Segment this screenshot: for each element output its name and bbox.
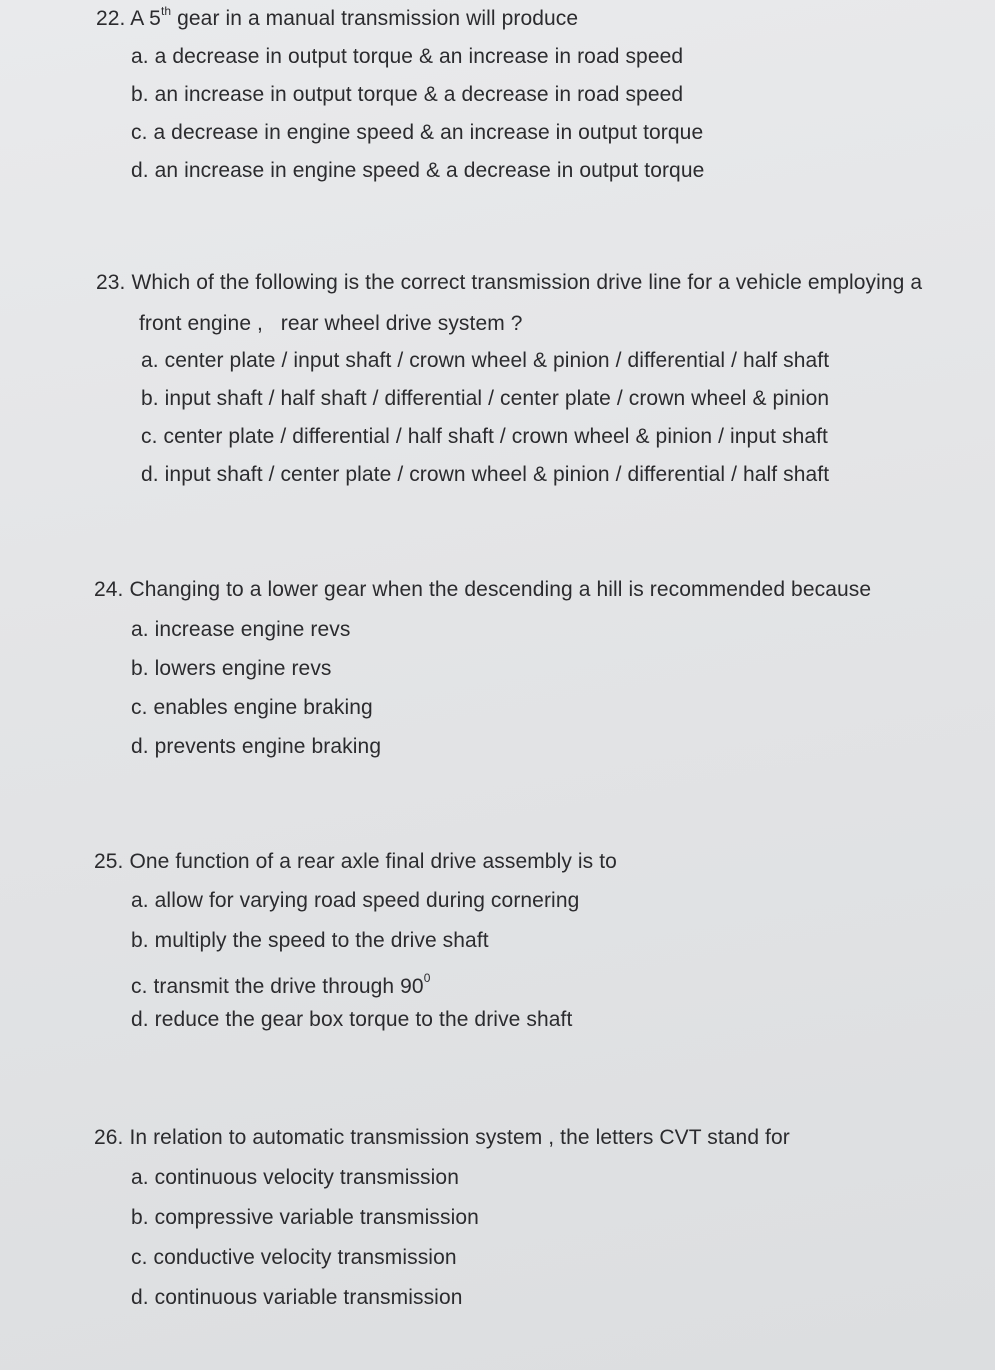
question-26-option-d: d. continuous variable transmission xyxy=(131,1286,463,1309)
option-text: c. transmit the drive through 90 xyxy=(131,975,424,998)
stem-text: Changing to a lower gear when the descending a hill is recommended because xyxy=(129,578,872,601)
stem-text: A 5 xyxy=(130,7,161,30)
question-26-option-a: a. continuous velocity transmission xyxy=(131,1166,459,1189)
question-22-stem xyxy=(96,6,578,32)
question-22-option-d: d. an increase in engine speed & a decrease in output torque xyxy=(131,159,705,182)
question-23-option-a: a. center plate / input shaft / crown wheel & pinion / differential / half shaft xyxy=(141,349,830,372)
question-26-stem xyxy=(94,1125,790,1151)
question-24-option-c: c. enables engine braking xyxy=(131,696,373,719)
question-25-stem xyxy=(94,849,617,875)
question-23-stem xyxy=(96,270,922,296)
stem-text-line-1: Which of the following is the correct transmission drive line for a vehicle employing a xyxy=(131,271,923,294)
question-25-option-d: d. reduce the gear box torque to the drive shaft xyxy=(131,1008,573,1031)
question-25-option-a: a. allow for varying road speed during cornering xyxy=(131,889,580,912)
question-24-stem xyxy=(94,577,871,603)
question-25-option-b: b. multiply the speed to the drive shaft xyxy=(131,929,489,952)
ordinal-superscript: th xyxy=(160,4,172,18)
stem-text: In relation to automatic transmission system , the letters CVT stand for xyxy=(129,1126,790,1149)
question-23-option-c: c. center plate / differential / half shaft / crown wheel & pinion / input shaft xyxy=(141,425,828,448)
degree-superscript: 0 xyxy=(423,971,431,985)
question-26-option-b: b. compressive variable transmission xyxy=(131,1206,479,1229)
question-number: 26. xyxy=(94,1126,124,1149)
question-22-option-a: a. a decrease in output torque & an increase in road speed xyxy=(131,45,684,68)
question-26-option-c: c. conductive velocity transmission xyxy=(131,1246,457,1269)
question-23-stem-line-2: front engine , rear wheel drive system ? xyxy=(139,312,523,335)
question-25-option-c xyxy=(131,968,430,1000)
question-24-option-d: d. prevents engine braking xyxy=(131,735,382,758)
question-number: 24. xyxy=(94,578,124,601)
question-number: 23. xyxy=(96,271,126,294)
question-23-option-b: b. input shaft / half shaft / differential / center plate / crown wheel & pinion xyxy=(141,387,830,410)
stem-text: One function of a rear axle final drive assembly is to xyxy=(129,850,617,873)
stem-text-continued: gear in a manual transmission will produce xyxy=(171,7,579,30)
question-23-option-d: d. input shaft / center plate / crown wheel & pinion / differential / half shaft xyxy=(141,463,830,486)
question-22-option-c: c. a decrease in engine speed & an increase in output torque xyxy=(131,121,704,144)
question-24-option-b: b. lowers engine revs xyxy=(131,657,332,680)
question-22-option-b: b. an increase in output torque & a decrease in road speed xyxy=(131,83,684,106)
question-number: 22. xyxy=(96,7,126,30)
question-24-option-a: a. increase engine revs xyxy=(131,618,351,641)
question-number: 25. xyxy=(94,850,124,873)
